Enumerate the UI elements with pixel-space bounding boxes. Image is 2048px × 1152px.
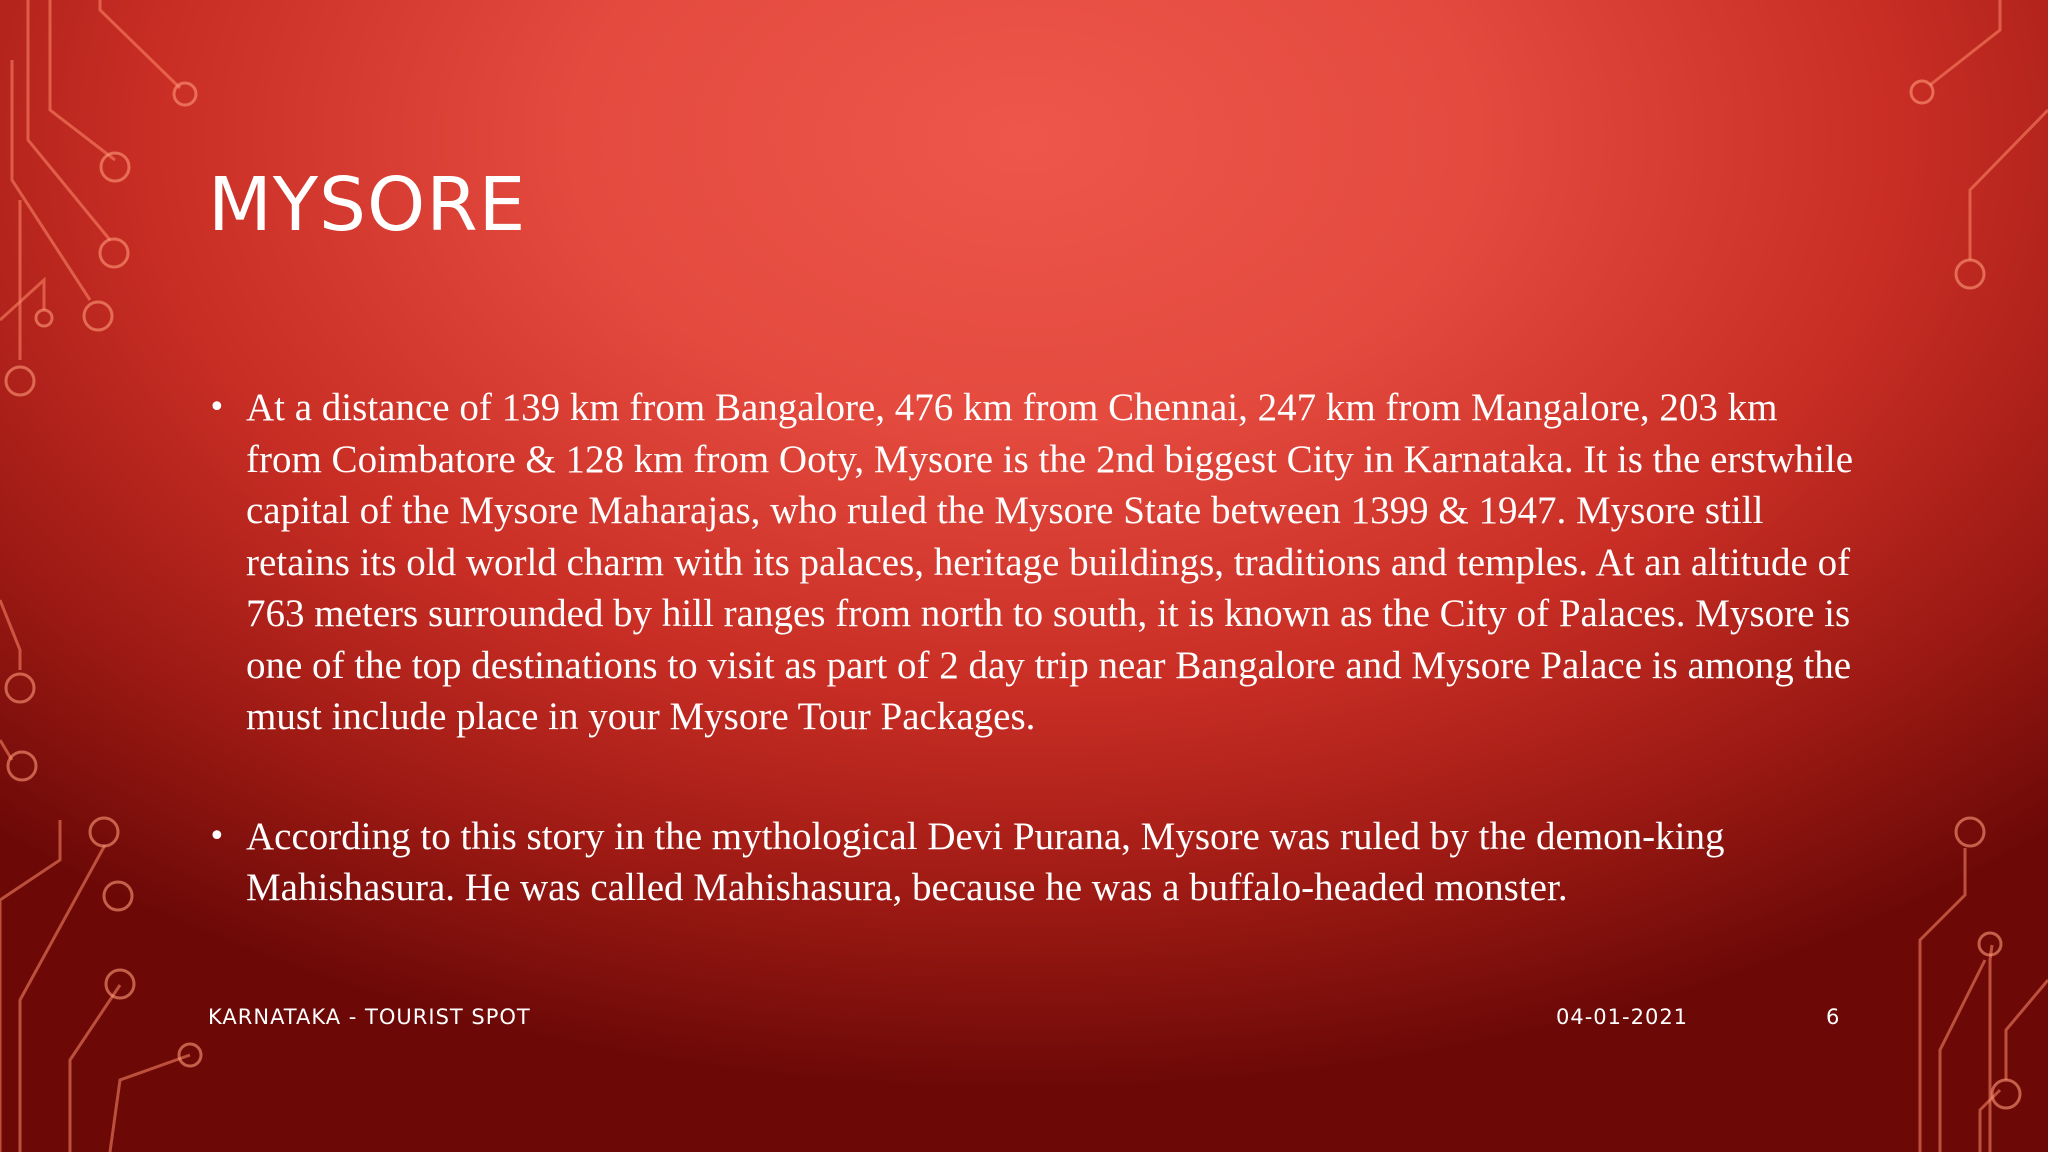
footer-date: 04-01-2021	[1556, 1005, 1689, 1029]
bullet-text: At a distance of 139 km from Bangalore, 476 km from Chennai, 247 km from Mangalore, 203 km from Coimbatore & 128 km from Ooty, Mysore is the 2nd biggest City in Karnataka. It is the erstwhile capital of the Mysore Maharajas, who ruled the Mysore State between 1399 & 1947. Mysore still retains its old world charm with its palaces, heritage buildings, traditions and temples. At an altitude of 763 meters surrounded by hill ranges from north to south, it is known as the City of Palaces. Mysore is one of the top destinations to visit as part of 2 day trip near Bangalore and Mysore Palace is among the must include place in your Mysore Tour Packages.	[246, 386, 1854, 738]
bullet-list	[208, 382, 1858, 914]
bullet-point-icon: •	[208, 818, 226, 854]
bullet-text: According to this story in the mythological Devi Purana, Mysore was ruled by the demon-king Mahishasura. He was called Mahishasura, because he was a buffalo-headed monster.	[246, 814, 1725, 909]
circuit-right-top	[1911, 0, 2048, 288]
bullet-point-icon: •	[208, 390, 226, 425]
circuit-left-bottom	[0, 600, 201, 1152]
slide-number: 6	[1826, 1005, 1841, 1029]
circuit-left-top	[0, 0, 196, 395]
footer-presentation-title: KARNATAKA - TOURIST SPOT	[208, 1005, 531, 1029]
bullet-item-mythology	[208, 811, 1858, 914]
bullet-item-distance	[208, 382, 1858, 743]
circuit-right-bottom	[1920, 818, 2048, 1152]
slide-title: MYSORE	[208, 162, 527, 248]
